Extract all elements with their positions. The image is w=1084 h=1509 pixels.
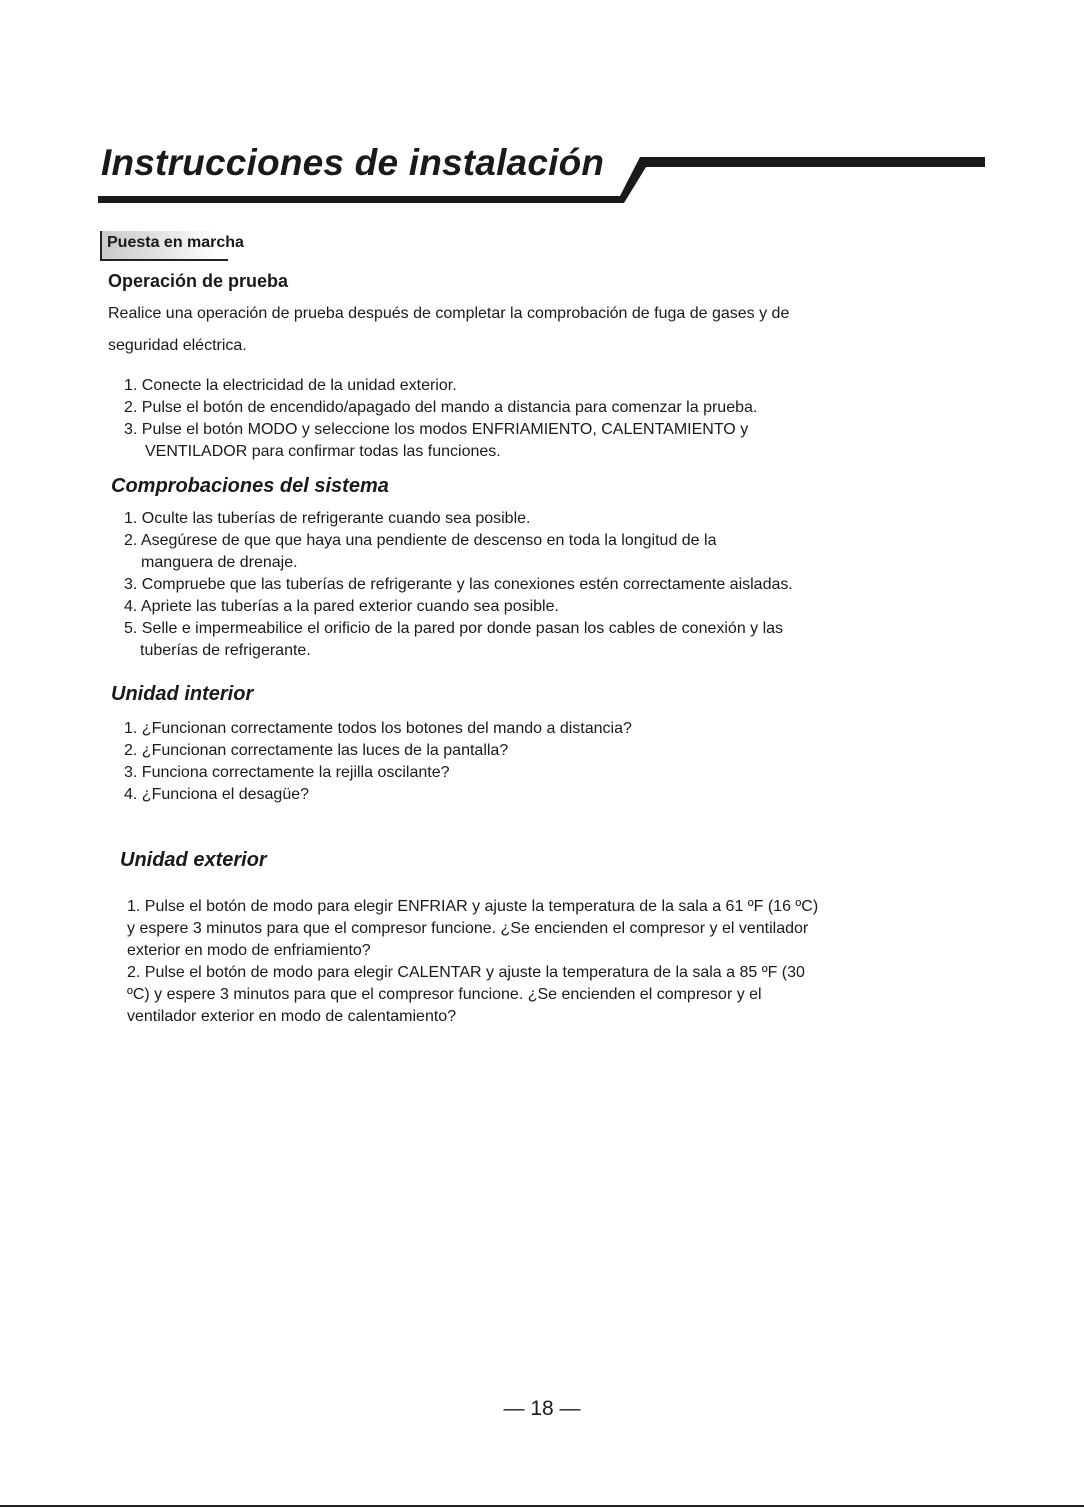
section-tag-underline xyxy=(100,259,228,261)
test-operation-heading: Operación de prueba xyxy=(108,271,289,291)
outdoor-unit-line: 2. Pulse el botón de modo para elegir CALENTAR y ajuste la temperatura de la sala a 85 ºF (30 xyxy=(127,964,805,981)
list-item: 2. Asegúrese de que que haya una pendiente de descenso en toda la longitud de la xyxy=(124,532,717,549)
list-item: 3. Funciona correctamente la rejilla oscilante? xyxy=(124,764,450,781)
indoor-unit-heading: Unidad interior xyxy=(111,683,254,705)
indoor-unit-list xyxy=(124,718,632,806)
system-checks-list xyxy=(124,508,793,662)
list-item: 4. Apriete las tuberías a la pared exterior cuando sea posible. xyxy=(124,598,559,615)
bottom-rule xyxy=(0,1505,1084,1507)
list-item: 4. ¿Funciona el desagüe? xyxy=(124,786,310,803)
system-checks-heading: Comprobaciones del sistema xyxy=(111,475,389,497)
test-operation-intro-line-1: Realice una operación de prueba después de completar la comprobación de fuga de gases y de xyxy=(108,305,790,322)
list-item: 3. Compruebe que las tuberías de refrigerante y las conexiones estén correctamente aisladas. xyxy=(124,576,793,593)
outdoor-unit-line: y espere 3 minutos para que el compresor funcione. ¿Se encienden el compresor y el ventilador xyxy=(127,920,809,937)
list-item-continuation: tuberías de refrigerante. xyxy=(140,642,311,659)
list-item: 5. Selle e impermeabilice el orificio de la pared por donde pasan los cables de conexión y las xyxy=(124,620,784,637)
outdoor-unit-line: exterior en modo de enfriamiento? xyxy=(127,942,371,959)
outdoor-unit-line: ºC) y espere 3 minutos para que el compresor funcione. ¿Se encienden el compresor y el xyxy=(127,986,762,1003)
page-title: Instrucciones de instalación xyxy=(101,142,605,183)
outdoor-unit-text xyxy=(127,896,818,1028)
list-item: 1. Oculte las tuberías de refrigerante cuando sea posible. xyxy=(124,510,531,527)
test-operation-steps xyxy=(124,375,757,463)
outdoor-unit-heading: Unidad exterior xyxy=(120,849,267,871)
list-item: 3. Pulse el botón MODO y seleccione los modos ENFRIAMIENTO, CALENTAMIENTO y xyxy=(124,421,749,438)
list-item-continuation: manguera de drenaje. xyxy=(141,554,298,571)
section-tag-label: Puesta en marcha xyxy=(107,234,244,251)
list-item: 1. ¿Funcionan correctamente todos los botones del mando a distancia? xyxy=(124,720,632,737)
list-item: 2. Pulse el botón de encendido/apagado del mando a distancia para comenzar la prueba. xyxy=(124,399,758,416)
page-number: — 18 — xyxy=(503,1397,581,1420)
list-item: 2. ¿Funcionan correctamente las luces de la pantalla? xyxy=(124,742,509,759)
outdoor-unit-line: ventilador exterior en modo de calentamiento? xyxy=(127,1008,457,1025)
list-item-continuation: VENTILADOR para confirmar todas las funciones. xyxy=(145,443,501,460)
header-title-bar xyxy=(0,0,1084,230)
list-item: 1. Conecte la electricidad de la unidad exterior. xyxy=(124,377,457,394)
test-operation-intro-line-2: seguridad eléctrica. xyxy=(108,337,247,354)
outdoor-unit-line: 1. Pulse el botón de modo para elegir ENFRIAR y ajuste la temperatura de la sala a 61 ºF (16 ºC) xyxy=(127,898,819,915)
